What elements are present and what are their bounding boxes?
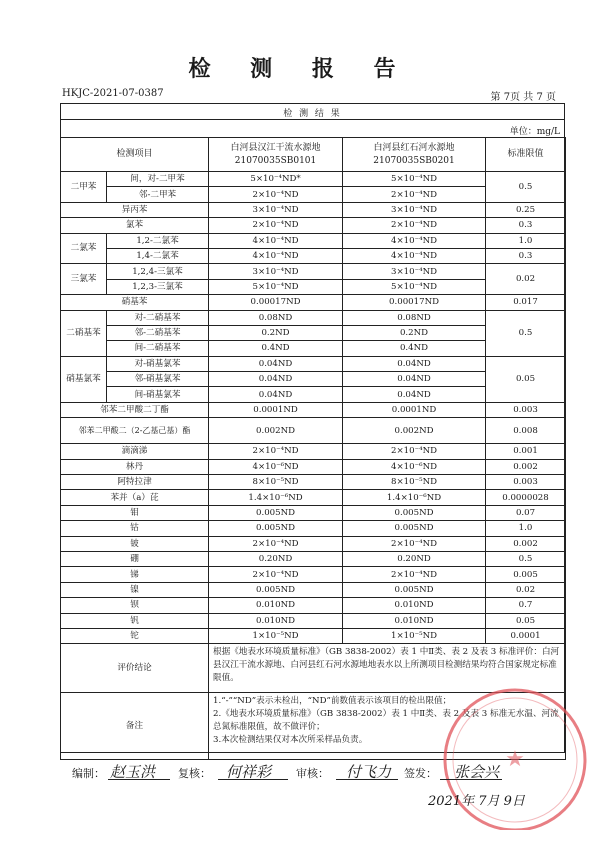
row-item: 1,2,3-三氯苯 [107,279,209,294]
row-limit: 0.05 [486,613,566,628]
row-value-site1: 5×10⁻⁴ND* [209,172,343,187]
row-value-site2: 0.005ND [343,505,486,520]
row-value-site1: 0.4ND [209,341,343,356]
row-limit: 0.003 [486,475,566,490]
row-item: 间，对-二甲苯 [107,172,209,187]
row-item: 铍 [61,536,209,551]
row-value-site1: 0.20ND [209,551,343,566]
group-label: 三氯苯 [61,264,107,295]
row-limit: 1.0 [486,521,566,536]
row-value-site2: 4×10⁻⁶ND [343,459,486,474]
row-limit: 0.5 [486,172,566,203]
row-item: 锑 [61,567,209,582]
row-item: 邻苯二甲酸二（2-乙基己基）酯 [61,418,209,444]
row-value-site2: 0.04ND [343,356,486,371]
table-row [61,248,566,263]
svg-text:★: ★ [505,747,525,772]
row-item: 邻-二硝基苯 [107,325,209,340]
table-row [61,418,566,444]
row-value-site1: 1×10⁻⁵ND [209,628,343,643]
row-limit: 0.005 [486,567,566,582]
row-value-site1: 0.04ND [209,372,343,387]
row-value-site1: 4×10⁻⁶ND [209,459,343,474]
row-value-site1: 4×10⁻⁴ND [209,233,343,248]
row-value-site2: 0.20ND [343,551,486,566]
row-item: 间-硝基氯苯 [107,387,209,402]
table-row [61,218,566,233]
table-row [61,202,566,217]
table-row [61,310,566,325]
row-value-site2: 2×10⁻⁴ND [343,187,486,202]
row-value-site1: 0.005ND [209,582,343,597]
row-value-site2: 0.010ND [343,598,486,613]
table-row [61,490,566,505]
note-item: 3.本次检测结果仅对本次所采样品负责。 [213,735,368,746]
row-value-site2: 0.00017ND [343,295,486,310]
row-item: 氯苯 [61,218,209,233]
row-item: 1,2-二氯苯 [107,233,209,248]
table-row [61,356,566,371]
row-item: 邻苯二甲酸二丁酯 [61,402,209,417]
row-item: 间-二硝基苯 [107,341,209,356]
sign-signature: 张会兴 [454,763,500,781]
note-item: 2.《地表水环境质量标准》（GB 3838-2002）表 1 中Ⅱ类、表 2 及表 3 标准无水温、河流总氮标准限值，故不做评价； [213,709,559,733]
group-label: 硝基氯苯 [61,356,107,402]
row-item: 林丹 [61,459,209,474]
row-value-site2: 0.002ND [343,418,486,444]
row-value-site1: 0.010ND [209,613,343,628]
row-value-site2: 0.005ND [343,582,486,597]
row-value-site1: 0.010ND [209,598,343,613]
conclusion-text: 根据《地表水环境质量标准》（GB 3838-2002）表 1 中Ⅱ类、表 2 及表 3 标准评价：白河县汉江干流水源地、白河县红石河水源地地表水以上所测项目检测结果均符合国家规定标准限值。 [209,644,566,693]
table-row [61,459,566,474]
row-value-site1: 0.005ND [209,521,343,536]
row-item: 1,2,4-三氯苯 [107,264,209,279]
group-label: 二甲苯 [61,172,107,203]
row-value-site2: 0.04ND [343,372,486,387]
header-site2: 白河县红石河水源地 21070035SB0201 [343,138,486,172]
audit-signature: 付飞力 [346,763,392,781]
row-value-site1: 1.4×10⁻⁶ND [209,490,343,505]
row-item: 异丙苯 [61,202,209,217]
row-value-site2: 8×10⁻⁵ND [343,475,486,490]
table-row [61,536,566,551]
table-row [61,295,566,310]
row-value-site1: 8×10⁻⁵ND [209,475,343,490]
notes-label: 备注 [61,693,209,760]
divider [440,779,502,780]
row-value-site1: 0.002ND [209,418,343,444]
divider [218,779,288,780]
header-limit: 标准限值 [486,138,566,172]
row-limit: 0.02 [486,264,566,295]
row-value-site2: 2×10⁻⁴ND [343,567,486,582]
audit-label: 审核： [296,767,329,780]
row-limit: 0.008 [486,418,566,444]
row-value-site1: 3×10⁻⁴ND [209,264,343,279]
row-value-site2: 5×10⁻⁴ND [343,172,486,187]
table-row [61,444,566,459]
header-site1: 白河县汉江干流水源地 21070035SB0101 [209,138,343,172]
row-value-site2: 2×10⁻⁴ND [343,444,486,459]
row-item: 镍 [61,582,209,597]
results-table [60,137,566,760]
row-value-site1: 2×10⁻⁴ND [209,444,343,459]
row-value-site1: 2×10⁻⁴ND [209,187,343,202]
row-value-site2: 0.2ND [343,325,486,340]
divider [108,779,170,780]
row-item: 硝基苯 [61,295,209,310]
table-row [61,402,566,417]
table-row [61,521,566,536]
row-item: 邻-硝基氯苯 [107,372,209,387]
table-row [61,598,566,613]
row-value-site2: 0.005ND [343,521,486,536]
row-value-site1: 0.04ND [209,387,343,402]
row-item: 阿特拉津 [61,475,209,490]
sign-label: 签发： [404,767,437,780]
compiled-signature: 赵玉洪 [110,763,156,781]
row-item: 钒 [61,613,209,628]
row-limit: 0.3 [486,248,566,263]
row-item: 邻-二甲苯 [107,187,209,202]
row-value-site2: 2×10⁻⁴ND [343,218,486,233]
compiled-label: 编制： [72,767,105,780]
row-item: 滴滴涕 [61,444,209,459]
group-label: 二硝基苯 [61,310,107,356]
table-row [61,172,566,187]
table-row [61,505,566,520]
table-row [61,264,566,279]
row-limit: 0.002 [486,536,566,551]
row-value-site1: 2×10⁻⁴ND [209,567,343,582]
row-limit: 0.017 [486,295,566,310]
row-value-site1: 0.08ND [209,310,343,325]
row-value-site2: 0.0001ND [343,402,486,417]
row-value-site1: 0.005ND [209,505,343,520]
row-value-site2: 0.010ND [343,613,486,628]
row-limit: 0.7 [486,598,566,613]
row-limit: 0.05 [486,356,566,402]
section-title: 检 测 结 果 [283,109,342,119]
row-item: 钼 [61,505,209,520]
table-row [61,582,566,597]
row-value-site2: 2×10⁻⁴ND [343,536,486,551]
table-row [61,475,566,490]
row-value-site2: 3×10⁻⁴ND [343,202,486,217]
row-limit: 0.5 [486,551,566,566]
row-value-site2: 0.08ND [343,310,486,325]
table-row [61,551,566,566]
row-limit: 0.0000028 [486,490,566,505]
row-limit: 0.001 [486,444,566,459]
header-item: 检测项目 [61,138,209,172]
row-item: 对-二硝基苯 [107,310,209,325]
table-row [61,233,566,248]
row-value-site1: 0.04ND [209,356,343,371]
row-item: 苯并（a）芘 [61,490,209,505]
row-value-site1: 0.0001ND [209,402,343,417]
report-number: HKJC-2021-07-0387 [62,88,164,99]
review-signature: 何祥彩 [226,763,272,781]
row-limit: 0.07 [486,505,566,520]
row-value-site2: 1×10⁻⁵ND [343,628,486,643]
review-label: 复核： [178,767,211,780]
page-indicator: 第 7页 共 7 页 [490,92,556,103]
row-item: 钡 [61,598,209,613]
note-item: 1.“-”“ND”表示未检出，“ND”前数值表示该项目的检出限值； [213,696,452,707]
row-item: 钴 [61,521,209,536]
row-limit: 0.02 [486,582,566,597]
row-value-site1: 4×10⁻⁴ND [209,248,343,263]
row-value-site1: 2×10⁻⁴ND [209,218,343,233]
row-value-site2: 4×10⁻⁴ND [343,233,486,248]
row-limit: 0.5 [486,310,566,356]
row-value-site2: 4×10⁻⁴ND [343,248,486,263]
row-value-site1: 0.2ND [209,325,343,340]
row-value-site2: 0.04ND [343,387,486,402]
row-limit: 0.25 [486,202,566,217]
table-row [61,613,566,628]
divider [336,779,398,780]
row-item: 对-硝基氯苯 [107,356,209,371]
row-item: 硼 [61,551,209,566]
row-item: 铊 [61,628,209,643]
row-value-site1: 5×10⁻⁴ND [209,279,343,294]
row-value-site2: 1.4×10⁻⁶ND [343,490,486,505]
row-value-site2: 0.4ND [343,341,486,356]
divider [60,119,565,120]
row-limit: 1.0 [486,233,566,248]
group-label: 二氯苯 [61,233,107,264]
unit-label: 单位：mg/L [509,127,560,137]
row-limit: 0.003 [486,402,566,417]
row-limit: 0.002 [486,459,566,474]
table-header-row [61,138,566,172]
row-limit: 0.3 [486,218,566,233]
sign-date: 2021年 7月 9日 [428,794,525,809]
row-value-site2: 3×10⁻⁴ND [343,264,486,279]
row-item: 1,4-二氯苯 [107,248,209,263]
row-value-site1: 2×10⁻⁴ND [209,536,343,551]
table-row [61,567,566,582]
report-title: 检 测 报 告 [188,56,412,82]
row-value-site1: 0.00017ND [209,295,343,310]
row-limit: 0.0001 [486,628,566,643]
table-row [61,628,566,643]
conclusion-label: 评价结论 [61,644,209,693]
row-value-site2: 5×10⁻⁴ND [343,279,486,294]
row-value-site1: 3×10⁻⁴ND [209,202,343,217]
